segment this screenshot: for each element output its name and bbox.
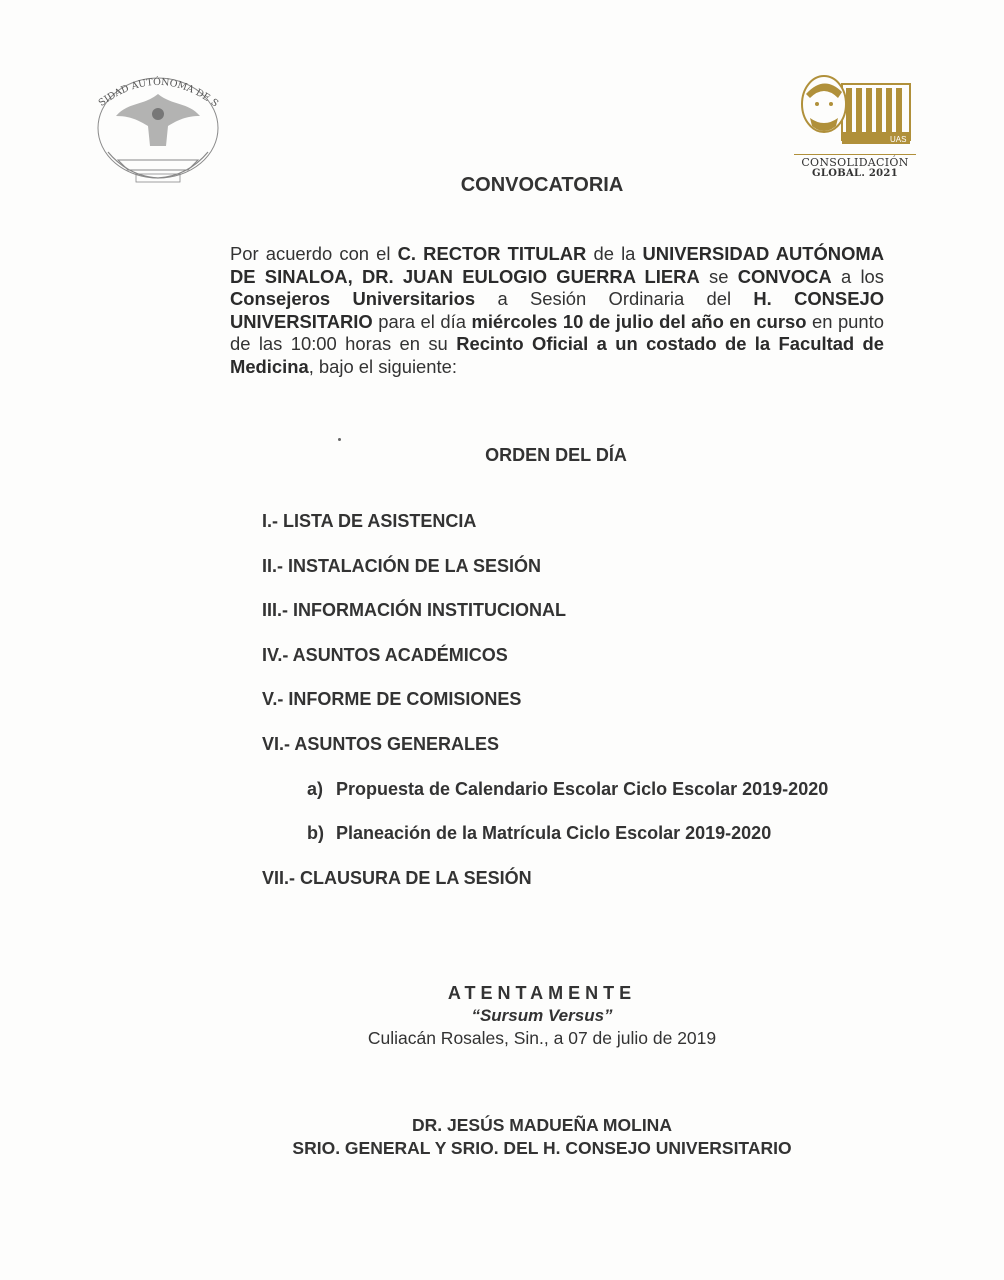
seal-text: SIDAD AUTÓNOMA DE S — [96, 76, 221, 110]
signer-name: DR. JESÚS MADUEÑA MOLINA — [412, 1115, 672, 1135]
agenda-subitem — [307, 779, 828, 800]
place-date: Culiacán Rosales, Sin., a 07 de julio de 2019 — [367, 1028, 717, 1048]
logo-caption-line1: CONSOLIDACIÓN — [794, 154, 916, 169]
agenda-title: ORDEN DEL DÍA — [485, 445, 627, 465]
logo-caption-line2: GLOBAL. 2021 — [812, 168, 898, 179]
intro-text-1: Por acuerdo con el — [230, 243, 398, 264]
intro-text-5: a Sesión Ordinaria del — [475, 288, 754, 309]
intro-text-7: en punto de las 10:00 horas en su — [230, 310, 884, 354]
document-title: CONVOCATORIA — [460, 174, 624, 196]
agenda-item: II.- INSTALACIÓN DE LA SESIÓN — [262, 556, 542, 576]
intro-text-3: se — [699, 265, 738, 287]
subitem-text: Propuesta de Calendario Escolar Ciclo Escolar 2019-2020 — [336, 779, 829, 799]
intro-text-2: de la — [586, 243, 643, 264]
signer-title: SRIO. GENERAL Y SRIO. DEL H. CONSEJO UNIVERSITARIO — [292, 1138, 792, 1158]
closing-atentamente: ATENTAMENTE — [447, 983, 637, 1003]
scan-speck — [338, 438, 341, 441]
agenda-item: IV.- ASUNTOS ACADÉMICOS — [262, 645, 508, 665]
intro-bold-rector: C. RECTOR TITULAR — [397, 243, 587, 264]
subitem-letter: a) — [307, 779, 324, 799]
subitem-letter: b) — [307, 823, 324, 843]
intro-text-8: , bajo el siguiente: — [308, 355, 457, 377]
agenda-item: VI.- ASUNTOS GENERALES — [262, 734, 500, 754]
agenda-subitem — [307, 823, 771, 844]
intro-bold-university: UNIVERSIDAD AUTÓNOMA DE SINALOA, DR. JUAN EULOGIO GUERRA LIERA — [230, 243, 884, 287]
intro-text-6: para el día — [372, 310, 472, 332]
intro-paragraph — [230, 243, 884, 378]
subitem-text: Planeación de la Matrícula Ciclo Escolar 2019-2020 — [336, 823, 772, 843]
intro-bold-consejo: H. CONSEJO UNIVERSITARIO — [230, 288, 884, 332]
agenda-item: I.- LISTA DE ASISTENCIA — [262, 511, 477, 531]
logo-brand-text: UAS — [890, 135, 907, 144]
intro-bold-consejeros: Consejeros Universitarios — [230, 288, 476, 309]
consolidacion-global-logo — [786, 66, 916, 184]
intro-text-4: a los — [831, 265, 884, 287]
intro-bold-convoca: CONVOCA — [737, 265, 832, 287]
intro-bold-date: miércoles 10 de julio del año en curso — [471, 310, 807, 332]
intro-bold-venue: Recinto Oficial a un costado de la Facultad de Medicina — [230, 333, 884, 377]
agenda-item: III.- INFORMACIÓN INSTITUCIONAL — [262, 600, 566, 620]
agenda-item: VII.- CLAUSURA DE LA SESIÓN — [262, 868, 532, 888]
closing-motto: “Sursum Versus” — [471, 1006, 613, 1025]
agenda-item: V.- INFORME DE COMISIONES — [262, 689, 522, 709]
